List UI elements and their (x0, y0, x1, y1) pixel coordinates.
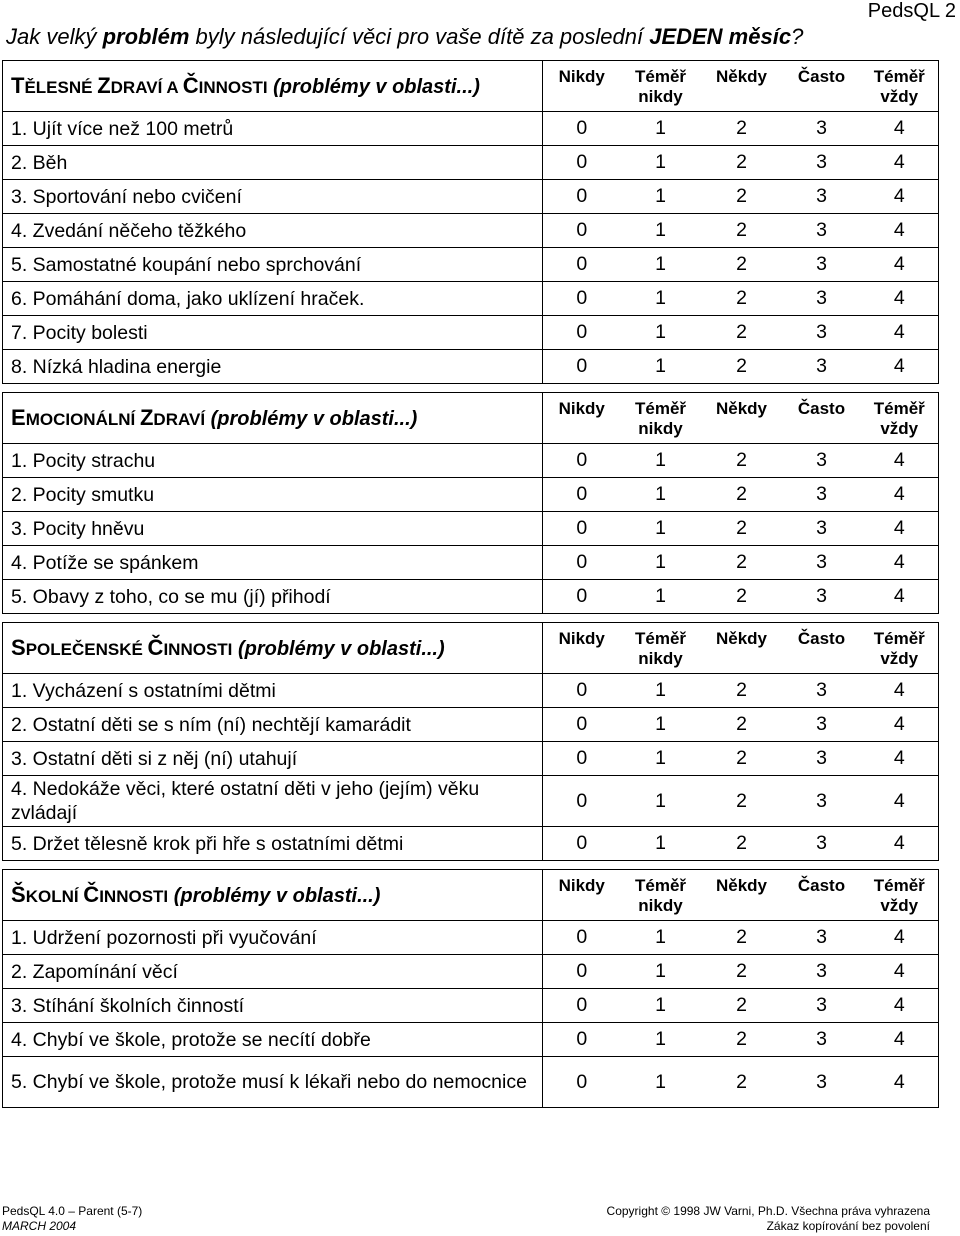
answer-option[interactable]: 4 (861, 350, 939, 384)
question-row (3, 316, 939, 350)
answer-option[interactable]: 0 (543, 955, 621, 989)
section-title: TĚLESNÉ ZDRAVÍ A ČINNOSTI (problémy v oblasti...) (3, 61, 543, 112)
answer-option[interactable]: 1 (621, 955, 701, 989)
question-item-label: 2. Ostatní děti se s ním (ní) nechtějí kamarádit (3, 708, 543, 742)
question-item-label: 4. Nedokáže věci, které ostatní děti v jeho (jejím) věku zvládají (3, 776, 543, 827)
question-item-label: 3. Sportování nebo cvičení (3, 180, 543, 214)
answer-option[interactable]: 1 (621, 1057, 701, 1108)
questionnaire-sections (2, 60, 938, 1116)
answer-option[interactable]: 2 (701, 989, 783, 1023)
answer-option[interactable]: 0 (543, 350, 621, 384)
column-header: Nikdy (543, 61, 621, 112)
answer-option[interactable]: 1 (621, 180, 701, 214)
question-item-label: 4. Zvedání něčeho těžkého (3, 214, 543, 248)
question-row (3, 921, 939, 955)
answer-option[interactable]: 3 (783, 1057, 861, 1108)
answer-option[interactable]: 1 (621, 776, 701, 827)
answer-option[interactable]: 1 (621, 316, 701, 350)
question-row (3, 214, 939, 248)
question-item-label: 2. Běh (3, 146, 543, 180)
question-row (3, 674, 939, 708)
section-header-row (3, 623, 939, 674)
question-item-label: 2. Zapomínání věcí (3, 955, 543, 989)
answer-option[interactable]: 2 (701, 282, 783, 316)
answer-option[interactable]: 3 (783, 248, 861, 282)
answer-option[interactable]: 2 (701, 776, 783, 827)
answer-option[interactable]: 2 (701, 248, 783, 282)
answer-option[interactable]: 3 (783, 955, 861, 989)
answer-option[interactable]: 3 (783, 776, 861, 827)
answer-option[interactable]: 1 (621, 674, 701, 708)
question-row (3, 112, 939, 146)
answer-option[interactable]: 3 (783, 546, 861, 580)
answer-option[interactable]: 0 (543, 921, 621, 955)
question-row (3, 282, 939, 316)
answer-option[interactable]: 4 (861, 708, 939, 742)
answer-option[interactable]: 4 (861, 776, 939, 827)
answer-option[interactable]: 3 (783, 316, 861, 350)
answer-option[interactable]: 1 (621, 742, 701, 776)
answer-option[interactable]: 4 (861, 180, 939, 214)
question-item-label: 4. Potíže se spánkem (3, 546, 543, 580)
footer-copyright: Copyright © 1998 JW Varni, Ph.D. Všechna práva vyhrazena Zákaz kopírování bez povolení (606, 1204, 930, 1233)
answer-option[interactable]: 4 (861, 921, 939, 955)
answer-option[interactable]: 0 (543, 214, 621, 248)
answer-option[interactable]: 3 (783, 512, 861, 546)
column-header: Téměř vždy (861, 393, 939, 444)
question-row (3, 180, 939, 214)
column-header: Téměř nikdy (621, 623, 701, 674)
answer-option[interactable]: 1 (621, 546, 701, 580)
answer-option[interactable]: 2 (701, 316, 783, 350)
answer-option[interactable]: 0 (543, 444, 621, 478)
question-row (3, 350, 939, 384)
footer-version: PedsQL 4.0 – Parent (5-7) MARCH 2004 (2, 1204, 143, 1233)
answer-option[interactable]: 0 (543, 1023, 621, 1057)
section-title: EMOCIONÁLNÍ ZDRAVÍ (problémy v oblasti...) (3, 393, 543, 444)
answer-option[interactable]: 4 (861, 827, 939, 861)
answer-option[interactable]: 2 (701, 674, 783, 708)
answer-option[interactable]: 2 (701, 546, 783, 580)
answer-option[interactable]: 0 (543, 316, 621, 350)
column-header: Téměř nikdy (621, 393, 701, 444)
column-header: Často (783, 623, 861, 674)
question-row (3, 827, 939, 861)
answer-option[interactable]: 4 (861, 214, 939, 248)
section-header-row (3, 393, 939, 444)
answer-option[interactable]: 0 (543, 742, 621, 776)
answer-option[interactable]: 2 (701, 827, 783, 861)
question-row (3, 989, 939, 1023)
answer-option[interactable]: 0 (543, 989, 621, 1023)
answer-option[interactable]: 1 (621, 708, 701, 742)
answer-option[interactable]: 4 (861, 478, 939, 512)
answer-option[interactable]: 4 (861, 112, 939, 146)
answer-option[interactable]: 1 (621, 248, 701, 282)
answer-option[interactable]: 2 (701, 512, 783, 546)
answer-option[interactable]: 3 (783, 708, 861, 742)
column-header: Někdy (701, 393, 783, 444)
column-header: Nikdy (543, 870, 621, 921)
answer-option[interactable]: 2 (701, 214, 783, 248)
answer-option[interactable]: 1 (621, 112, 701, 146)
answer-option[interactable]: 2 (701, 708, 783, 742)
answer-option[interactable]: 1 (621, 1023, 701, 1057)
question-row (3, 776, 939, 827)
answer-option[interactable]: 1 (621, 146, 701, 180)
question-row (3, 546, 939, 580)
question-row (3, 444, 939, 478)
answer-option[interactable]: 0 (543, 708, 621, 742)
answer-option[interactable]: 0 (543, 580, 621, 614)
question-item-label: 3. Pocity hněvu (3, 512, 543, 546)
answer-option[interactable]: 3 (783, 989, 861, 1023)
answer-option[interactable]: 4 (861, 282, 939, 316)
question-item-label: 8. Nízká hladina energie (3, 350, 543, 384)
section-table (2, 60, 939, 384)
column-header: Někdy (701, 61, 783, 112)
answer-option[interactable]: 2 (701, 112, 783, 146)
question-item-label: 2. Pocity smutku (3, 478, 543, 512)
column-header: Často (783, 61, 861, 112)
question-row (3, 742, 939, 776)
answer-option[interactable]: 0 (543, 776, 621, 827)
answer-option[interactable]: 2 (701, 955, 783, 989)
answer-option[interactable]: 3 (783, 444, 861, 478)
answer-option[interactable]: 2 (701, 180, 783, 214)
answer-option[interactable]: 3 (783, 1023, 861, 1057)
answer-option[interactable]: 4 (861, 546, 939, 580)
answer-option[interactable]: 3 (783, 180, 861, 214)
answer-option[interactable]: 4 (861, 248, 939, 282)
column-header: Někdy (701, 870, 783, 921)
question-item-label: 5. Držet tělesně krok při hře s ostatními dětmi (3, 827, 543, 861)
answer-option[interactable]: 4 (861, 1023, 939, 1057)
answer-option[interactable]: 1 (621, 444, 701, 478)
section-title: ŠKOLNÍ ČINNOSTI (problémy v oblasti...) (3, 870, 543, 921)
question-row (3, 708, 939, 742)
question-row (3, 1023, 939, 1057)
answer-option[interactable]: 0 (543, 478, 621, 512)
answer-option[interactable]: 4 (861, 316, 939, 350)
answer-option[interactable]: 1 (621, 512, 701, 546)
answer-option[interactable]: 0 (543, 112, 621, 146)
section-header-row (3, 61, 939, 112)
question-item-label: 3. Stíhání školních činností (3, 989, 543, 1023)
column-header: Téměř nikdy (621, 61, 701, 112)
question-item-label: 3. Ostatní děti si z něj (ní) utahují (3, 742, 543, 776)
answer-option[interactable]: 3 (783, 214, 861, 248)
question-row (3, 580, 939, 614)
column-header: Téměř vždy (861, 61, 939, 112)
section-title: SPOLEČENSKÉ ČINNOSTI (problémy v oblasti...) (3, 623, 543, 674)
answer-option[interactable]: 1 (621, 350, 701, 384)
answer-option[interactable]: 2 (701, 444, 783, 478)
answer-option[interactable]: 2 (701, 1057, 783, 1108)
answer-option[interactable]: 2 (701, 350, 783, 384)
answer-option[interactable]: 0 (543, 180, 621, 214)
answer-option[interactable]: 4 (861, 444, 939, 478)
answer-option[interactable]: 4 (861, 146, 939, 180)
section-header-row (3, 870, 939, 921)
answer-option[interactable]: 4 (861, 742, 939, 776)
question-row (3, 1057, 939, 1108)
answer-option[interactable]: 0 (543, 674, 621, 708)
answer-option[interactable]: 2 (701, 921, 783, 955)
column-header: Často (783, 870, 861, 921)
answer-option[interactable]: 3 (783, 112, 861, 146)
page-label: PedsQL 2 (867, 0, 956, 22)
column-header: Někdy (701, 623, 783, 674)
answer-option[interactable]: 1 (621, 282, 701, 316)
question-item-label: 5. Chybí ve škole, protože musí k lékaři nebo do nemocnice (3, 1057, 543, 1108)
column-header: Často (783, 393, 861, 444)
question-row (3, 955, 939, 989)
answer-option[interactable]: 1 (621, 580, 701, 614)
column-header: Téměř vždy (861, 623, 939, 674)
answer-option[interactable]: 0 (543, 282, 621, 316)
answer-option[interactable]: 0 (543, 546, 621, 580)
answer-option[interactable]: 3 (783, 146, 861, 180)
answer-option[interactable]: 4 (861, 580, 939, 614)
question-item-label: 1. Ujít více než 100 metrů (3, 112, 543, 146)
section-table (2, 392, 939, 614)
answer-option[interactable]: 4 (861, 989, 939, 1023)
answer-option[interactable]: 1 (621, 989, 701, 1023)
question-row (3, 512, 939, 546)
column-header: Téměř vždy (861, 870, 939, 921)
answer-option[interactable]: 3 (783, 674, 861, 708)
question-item-label: 1. Pocity strachu (3, 444, 543, 478)
answer-option[interactable]: 1 (621, 478, 701, 512)
answer-option[interactable]: 3 (783, 350, 861, 384)
answer-option[interactable]: 0 (543, 827, 621, 861)
question-item-label: 1. Udržení pozornosti při vyučování (3, 921, 543, 955)
section-table (2, 622, 939, 861)
question-item-label: 5. Obavy z toho, co se mu (jí) přihodí (3, 580, 543, 614)
question-row (3, 248, 939, 282)
answer-option[interactable]: 4 (861, 512, 939, 546)
question-heading: Jak velký problém byly následující věci pro vaše dítě za poslední JEDEN měsíc? (6, 24, 804, 49)
answer-option[interactable]: 1 (621, 921, 701, 955)
answer-option[interactable]: 3 (783, 921, 861, 955)
answer-option[interactable]: 1 (621, 827, 701, 861)
answer-option[interactable]: 3 (783, 827, 861, 861)
answer-option[interactable]: 2 (701, 742, 783, 776)
column-header: Nikdy (543, 623, 621, 674)
answer-option[interactable]: 2 (701, 478, 783, 512)
answer-option[interactable]: 0 (543, 512, 621, 546)
question-row (3, 478, 939, 512)
question-item-label: 1. Vycházení s ostatními dětmi (3, 674, 543, 708)
column-header: Nikdy (543, 393, 621, 444)
question-item-label: 7. Pocity bolesti (3, 316, 543, 350)
answer-option[interactable]: 2 (701, 580, 783, 614)
answer-option[interactable]: 3 (783, 478, 861, 512)
answer-option[interactable]: 1 (621, 214, 701, 248)
question-item-label: 5. Samostatné koupání nebo sprchování (3, 248, 543, 282)
answer-option[interactable]: 4 (861, 674, 939, 708)
answer-option[interactable]: 0 (543, 1057, 621, 1108)
answer-option[interactable]: 0 (543, 146, 621, 180)
question-item-label: 6. Pomáhání doma, jako uklízení hraček. (3, 282, 543, 316)
answer-option[interactable]: 3 (783, 742, 861, 776)
answer-option[interactable]: 2 (701, 146, 783, 180)
section-table (2, 869, 939, 1108)
answer-option[interactable]: 4 (861, 1057, 939, 1108)
answer-option[interactable]: 4 (861, 955, 939, 989)
question-row (3, 146, 939, 180)
column-header: Téměř nikdy (621, 870, 701, 921)
answer-option[interactable]: 3 (783, 580, 861, 614)
answer-option[interactable]: 2 (701, 1023, 783, 1057)
answer-option[interactable]: 3 (783, 282, 861, 316)
answer-option[interactable]: 0 (543, 248, 621, 282)
question-item-label: 4. Chybí ve škole, protože se necítí dobře (3, 1023, 543, 1057)
